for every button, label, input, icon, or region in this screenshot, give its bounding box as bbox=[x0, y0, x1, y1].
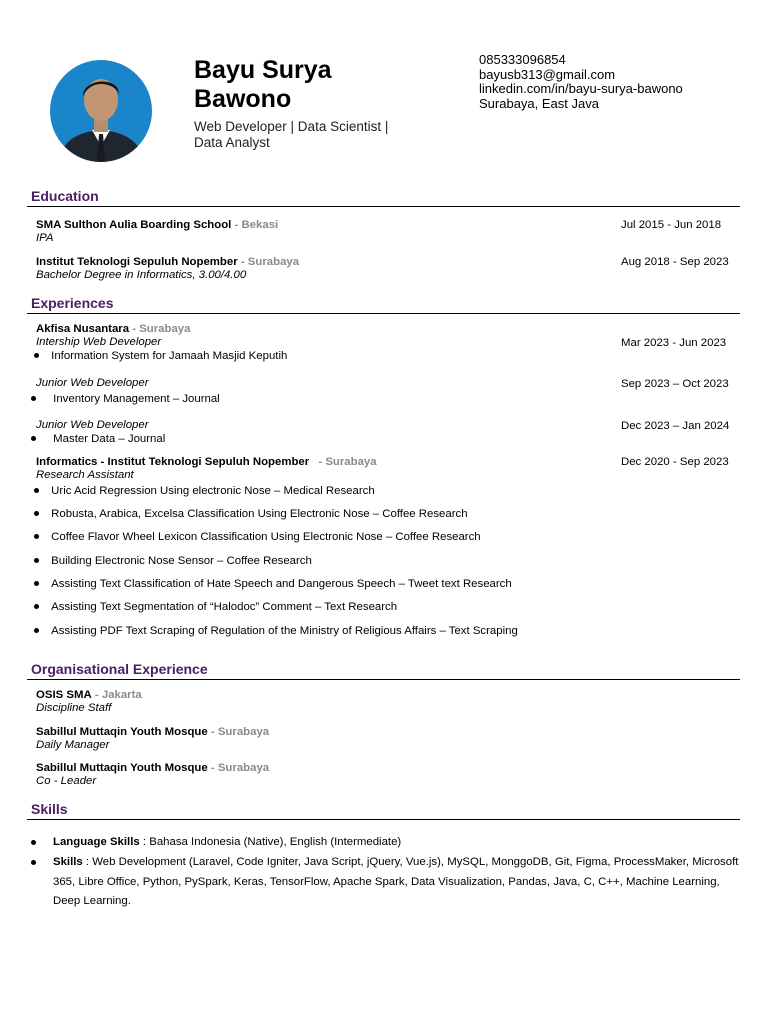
candidate-name: Bayu Surya Bawono bbox=[194, 56, 332, 113]
email-address: bayusb313@gmail.com bbox=[479, 66, 616, 82]
research-bullet bbox=[34, 555, 312, 568]
bullet-text: Uric Acid Regression Using electronic Nose – Medical Research bbox=[51, 485, 375, 497]
organisation-name: Sabillul Muttaqin Youth Mosque bbox=[36, 762, 208, 774]
phone-number: 085333096854 bbox=[479, 52, 566, 67]
employer-name: Informatics - Institut Teknologi Sepuluh Nopember bbox=[36, 456, 310, 468]
section-title-education: Education bbox=[31, 188, 99, 204]
research-bullet bbox=[34, 485, 375, 498]
employer-entry bbox=[36, 456, 377, 469]
organisation-name: Sabillul Muttaqin Youth Mosque bbox=[36, 726, 208, 738]
job-role: Junior Web Developer bbox=[36, 419, 149, 431]
skill-item bbox=[53, 853, 743, 912]
research-bullet bbox=[34, 625, 518, 638]
candidate-title: Web Developer | Data Scientist | Data Analyst bbox=[194, 119, 389, 150]
section-divider bbox=[27, 819, 740, 820]
bullet-text: Assisting PDF Text Scraping of Regulation of the Ministry of Religious Affairs – Text Scraping bbox=[51, 625, 518, 637]
employer-entry bbox=[36, 323, 190, 336]
bullet-dot bbox=[34, 581, 39, 586]
school-name: Institut Teknologi Sepuluh Nopember bbox=[36, 256, 238, 268]
research-bullet bbox=[34, 508, 468, 521]
bullet-text: Assisting Text Segmentation of “Halodoc” Comment – Text Research bbox=[51, 601, 398, 613]
school-location: - Bekasi bbox=[234, 219, 279, 231]
bullet-text: Building Electronic Nose Sensor – Coffee Research bbox=[51, 555, 312, 567]
bullet-dot bbox=[34, 511, 39, 516]
organisation-location: - Surabaya bbox=[210, 762, 270, 774]
organisation-entry bbox=[36, 689, 142, 702]
section-title-organisational: Organisational Experience bbox=[31, 661, 208, 677]
organisation-entry bbox=[36, 726, 269, 739]
job-bullet bbox=[31, 433, 165, 446]
section-title-experiences: Experiences bbox=[31, 295, 114, 311]
bullet-dot bbox=[34, 604, 39, 609]
research-bullet bbox=[34, 601, 397, 614]
skill-label: Skills bbox=[53, 856, 83, 868]
school-location: - Surabaya bbox=[240, 256, 300, 268]
location: Surabaya, East Java bbox=[479, 95, 599, 111]
profile-photo bbox=[50, 60, 152, 162]
job-date: Dec 2020 - Sep 2023 bbox=[621, 456, 729, 468]
job-bullet bbox=[34, 350, 287, 363]
organisation-location: - Jakarta bbox=[94, 689, 142, 701]
bullet-text: Inventory Management – Journal bbox=[53, 393, 220, 405]
skill-item bbox=[53, 833, 743, 853]
bullet-dot bbox=[34, 628, 39, 633]
section-divider bbox=[27, 679, 740, 680]
contact-block bbox=[479, 53, 683, 111]
education-detail: Bachelor Degree in Informatics, 3.00/4.00 bbox=[36, 269, 247, 281]
organisation-role: Daily Manager bbox=[36, 739, 110, 751]
job-role: Junior Web Developer bbox=[36, 377, 149, 389]
organisation-location: - Surabaya bbox=[210, 726, 270, 738]
education-date: Aug 2018 - Sep 2023 bbox=[621, 256, 729, 268]
organisation-role: Co - Leader bbox=[36, 775, 97, 787]
organisation-entry bbox=[36, 762, 269, 775]
section-title-skills: Skills bbox=[31, 801, 68, 817]
job-date: Dec 2023 – Jan 2024 bbox=[621, 420, 730, 432]
skill-text: : Bahasa Indonesia (Native), English (Intermediate) bbox=[139, 836, 402, 848]
research-bullet bbox=[34, 578, 512, 591]
skill-label: Language Skills bbox=[53, 836, 140, 848]
bullet-dot bbox=[31, 840, 36, 845]
employer-location: - Surabaya bbox=[132, 323, 191, 335]
education-entry bbox=[36, 219, 278, 232]
bullet-dot bbox=[31, 396, 36, 401]
organisation-name: OSIS SMA bbox=[36, 689, 92, 701]
job-date: Sep 2023 – Oct 2023 bbox=[621, 378, 729, 390]
education-date: Jul 2015 - Jun 2018 bbox=[621, 219, 722, 231]
employer-name: Akfisa Nusantara bbox=[36, 323, 130, 335]
job-role: Research Assistant bbox=[36, 469, 134, 481]
bullet-text: Master Data – Journal bbox=[53, 433, 166, 445]
organisation-role: Discipline Staff bbox=[36, 702, 112, 714]
job-date: Mar 2023 - Jun 2023 bbox=[621, 337, 727, 349]
job-bullet bbox=[31, 393, 220, 406]
education-entry bbox=[36, 256, 299, 269]
section-divider bbox=[27, 313, 740, 314]
linkedin-url: linkedin.com/in/bayu-surya-bawono bbox=[479, 81, 683, 96]
skill-text: : Web Development (Laravel, Code Igniter, Java Script, jQuery, Vue.js), MySQL, MonggoDB, Git, Figma, ProcessMaker, Microsoft 365, Libre Office, Python, PySpark, Keras, TensorFlow, Apache Spark, Data Visualization, Pandas, Java, C, C++, Machine Learning, Deep Learning. bbox=[53, 856, 739, 907]
bullet-dot bbox=[31, 860, 36, 865]
bullet-dot bbox=[34, 353, 39, 358]
school-name: SMA Sulthon Aulia Boarding School bbox=[36, 219, 232, 231]
employer-location: - Surabaya bbox=[318, 456, 377, 468]
bullet-text: Robusta, Arabica, Excelsa Classification Using Electronic Nose – Coffee Research bbox=[51, 508, 468, 520]
bullet-dot bbox=[34, 558, 39, 563]
bullet-text: Coffee Flavor Wheel Lexicon Classification Using Electronic Nose – Coffee Research bbox=[51, 531, 481, 543]
section-divider bbox=[27, 206, 740, 207]
bullet-text: Assisting Text Classification of Hate Speech and Dangerous Speech – Tweet text Research bbox=[51, 578, 512, 590]
bullet-dot bbox=[31, 436, 36, 441]
bullet-dot bbox=[34, 534, 39, 539]
education-detail: IPA bbox=[36, 232, 54, 244]
bullet-dot bbox=[34, 488, 39, 493]
bullet-text: Information System for Jamaah Masjid Keputih bbox=[51, 350, 288, 362]
job-role: Intership Web Developer bbox=[36, 336, 162, 348]
research-bullet bbox=[34, 531, 481, 544]
